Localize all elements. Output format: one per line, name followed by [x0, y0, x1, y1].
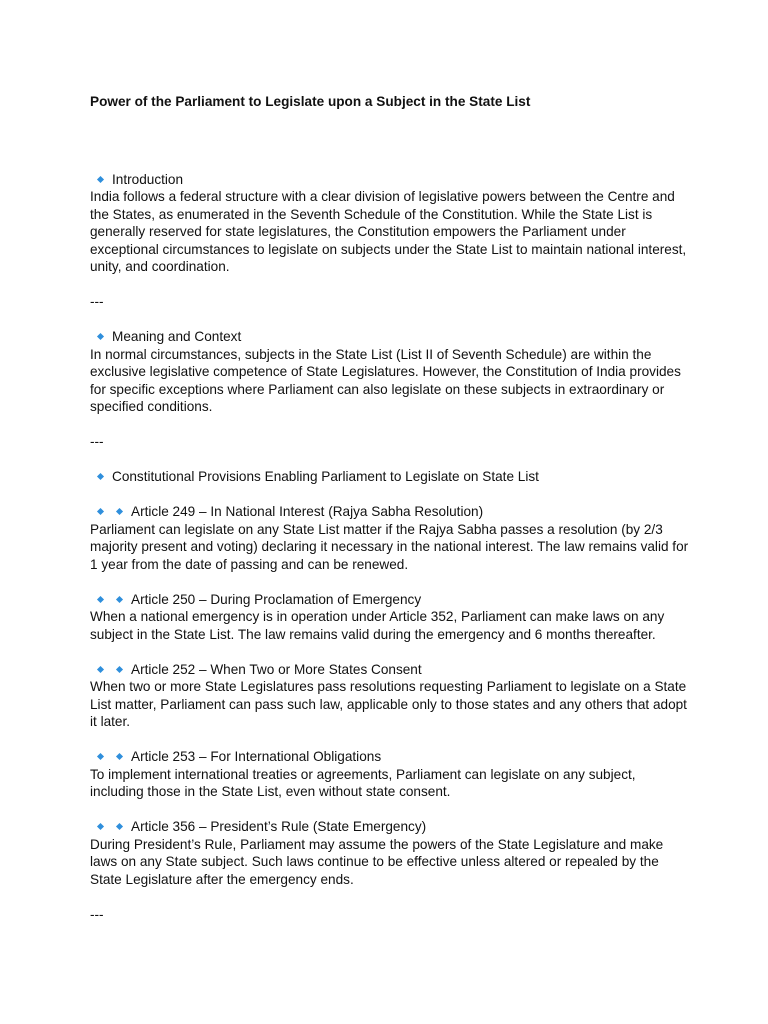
article-heading-252 — [90, 661, 690, 679]
separator-line: --- — [90, 906, 104, 922]
article-heading-356 — [90, 818, 690, 836]
diamond-bullet-icon — [116, 753, 123, 760]
section-heading-label: Meaning and Context — [112, 329, 242, 344]
section-heading-introduction — [90, 171, 690, 189]
diamond-bullet-icon — [97, 333, 104, 340]
article-paragraph-249: Parliament can legislate on any State List matter if the Rajya Sabha passes a resolution (by 2/3 majority present and voting) declaring it necessary in the national interest. The law remains valid for 1 year from the date of passing and can be renewed. — [90, 521, 689, 572]
article-heading-label: Article 356 – President’s Rule (State Emergency) — [131, 819, 427, 834]
article-heading-253 — [90, 748, 690, 766]
diamond-bullet-icon — [97, 176, 104, 183]
article-paragraph-252: When two or more State Legislatures pass resolutions requesting Parliament to legislate on a State List matter, Parliament can pass such law, applicable only to those states and any others that adopt it later. — [90, 679, 687, 729]
article-heading-label: Article 253 – For International Obligations — [131, 749, 382, 764]
diamond-bullet-icon — [116, 666, 123, 673]
diamond-bullet-icon — [97, 823, 104, 830]
diamond-bullet-icon — [97, 753, 104, 760]
section-paragraph-meaning: In normal circumstances, subjects in the State List (List II of Seventh Schedule) are within the exclusive legislative competence of State Legislatures. However, the Constitution of India provides for specific exceptions where Parliament can also legislate on these subjects in extraordinary or specified conditions. — [90, 346, 681, 414]
section-heading-meaning — [90, 328, 690, 346]
diamond-bullet-icon — [97, 508, 104, 515]
separator-line: --- — [90, 434, 104, 449]
article-heading-label: Article 252 – When Two or More States Consent — [131, 661, 422, 677]
diamond-bullet-icon — [116, 596, 123, 603]
document-title: Power of the Parliament to Legislate upon a Subject in the State List — [90, 94, 531, 109]
article-paragraph-253: To implement international treaties or agreements, Parliament can legislate on any subject, including those in the State List, even without state consent. — [90, 766, 636, 799]
separator-line: --- — [90, 294, 104, 309]
section-heading-provisions — [90, 468, 690, 486]
document-page — [90, 93, 690, 923]
section-heading-label: Introduction — [112, 171, 184, 187]
article-heading-249 — [90, 503, 690, 521]
article-heading-250 — [90, 591, 690, 609]
article-heading-label: Article 250 – During Proclamation of Emergency — [131, 591, 422, 607]
article-heading-label: Article 249 – In National Interest (Rajya Sabha Resolution) — [131, 504, 484, 519]
diamond-bullet-icon — [97, 596, 104, 603]
article-paragraph-250: When a national emergency is in operation under Article 352, Parliament can make laws on any subject in the State List. The law remains valid during the emergency and 6 months thereafter. — [90, 609, 665, 642]
diamond-bullet-icon — [116, 508, 123, 515]
diamond-bullet-icon — [116, 823, 123, 830]
diamond-bullet-icon — [97, 473, 104, 480]
diamond-bullet-icon — [97, 666, 104, 673]
article-paragraph-356: During President’s Rule, Parliament may assume the powers of the State Legislature and make laws on any State subject. Such laws continue to be effective unless altered or repealed by the State Legislature after the emergency ends. — [90, 836, 664, 887]
section-paragraph-introduction: India follows a federal structure with a clear division of legislative powers between the Centre and the States, as enumerated in the Seventh Schedule of the Constitution. While the State List is generally reserved for state legislatures, the Constitution empowers the Parliament under exceptional circumstances to legislate on subjects under the State List to maintain national interest, unity, and coordination. — [90, 189, 687, 274]
section-heading-label: Constitutional Provisions Enabling Parliament to Legislate on State List — [112, 469, 539, 484]
